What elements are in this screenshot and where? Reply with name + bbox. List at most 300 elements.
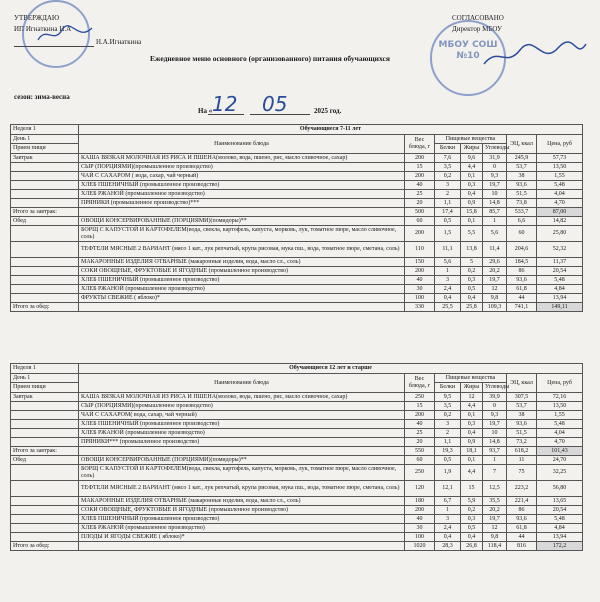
- dish-energy: 184,5: [507, 258, 537, 267]
- total-price: 87,00: [537, 208, 583, 217]
- dish-row: [11, 497, 583, 506]
- lunch-label: [11, 465, 79, 481]
- total-protein: 25,5: [435, 303, 461, 312]
- dish-row: [11, 242, 583, 258]
- dish-protein: 0,5: [435, 456, 461, 465]
- total-blank: [79, 208, 405, 217]
- dish-fat: 12: [461, 393, 483, 402]
- dish-carb: 14,8: [483, 438, 507, 447]
- dish-name: МАКАРОННЫЕ ИЗДЕЛИЯ ОТВАРНЫЕ (макаронные изделия, вода, масло сл., соль): [79, 497, 405, 506]
- director-signature: [480, 38, 590, 74]
- protein-column-header: Белки: [435, 144, 461, 154]
- dish-carb: 35,5: [483, 497, 507, 506]
- lunch-label: [11, 294, 79, 303]
- dish-row: [11, 276, 583, 285]
- dish-weight: 40: [405, 515, 435, 524]
- fat-column-header: Жиры: [461, 383, 483, 393]
- dish-row: [11, 533, 583, 542]
- meal-column-header: Прием пищи: [11, 144, 79, 154]
- dish-price: 5,48: [537, 181, 583, 190]
- dish-price: 14,82: [537, 217, 583, 226]
- total-price: 149,11: [537, 303, 583, 312]
- dish-protein: 1,9: [435, 465, 461, 481]
- dish-carb: 14,8: [483, 199, 507, 208]
- total-label: Итого за завтрак:: [11, 208, 79, 217]
- dish-energy: 38: [507, 411, 537, 420]
- dish-protein: 1: [435, 267, 461, 276]
- dish-price: 13,50: [537, 163, 583, 172]
- dish-energy: 11: [507, 456, 537, 465]
- dish-row: [11, 515, 583, 524]
- dish-weight: 40: [405, 276, 435, 285]
- nutrients-header: Пищевые вещества: [435, 135, 507, 144]
- dish-carb: 9,8: [483, 294, 507, 303]
- dish-carb: 12,5: [483, 481, 507, 497]
- dish-row: [11, 402, 583, 411]
- total-protein: 17,4: [435, 208, 461, 217]
- dish-protein: 0,2: [435, 411, 461, 420]
- dish-weight: 120: [405, 481, 435, 497]
- dish-price: 11,37: [537, 258, 583, 267]
- dish-carb: 0: [483, 163, 507, 172]
- energy-column-header: ЭЦ, ккал: [507, 374, 537, 393]
- dish-carb: 19,7: [483, 181, 507, 190]
- dish-protein: 0,2: [435, 172, 461, 181]
- dish-protein: 3,5: [435, 163, 461, 172]
- dish-price: 4,04: [537, 429, 583, 438]
- dish-fat: 0,1: [461, 411, 483, 420]
- dish-energy: 204,6: [507, 242, 537, 258]
- total-protein: 28,3: [435, 542, 461, 551]
- agree-label: СОГЛАСОВАНО: [452, 14, 504, 22]
- breakfast-total-row: [11, 447, 583, 456]
- dish-fat: 0,4: [461, 533, 483, 542]
- dish-price: 24,70: [537, 456, 583, 465]
- protein-column-header: Белки: [435, 383, 461, 393]
- dish-name: ПЛОДЫ И ЯГОДЫ СВЕЖИЕ ( яблоко)*: [79, 533, 405, 542]
- dish-price: 20,54: [537, 506, 583, 515]
- dish-protein: 3: [435, 181, 461, 190]
- dish-row: [11, 267, 583, 276]
- week-label: Неделя 1: [11, 125, 79, 135]
- dish-weight: 200: [405, 506, 435, 515]
- dish-energy: 73,2: [507, 438, 537, 447]
- day-label: День 1: [11, 374, 79, 383]
- dish-price: 32,25: [537, 465, 583, 481]
- dish-name: ТЕФТЕЛИ МЯСНЫЕ 2 ВАРИАНТ (мясо 1 кат., лук репчатый, крупа рисовая, мука пш., вода, томатное пюре, сметана, соль): [79, 481, 405, 497]
- dish-price: 13,50: [537, 402, 583, 411]
- dish-carb: 31,9: [483, 154, 507, 163]
- total-carb: 93,7: [483, 447, 507, 456]
- dish-name: ХЛЕБ ПШЕНИЧНЫЙ (промышленное производство): [79, 181, 405, 190]
- dish-carb: 5,6: [483, 226, 507, 242]
- dish-energy: 51,5: [507, 429, 537, 438]
- dish-price: 1,55: [537, 411, 583, 420]
- dish-protein: 3: [435, 420, 461, 429]
- total-fat: 15,8: [461, 208, 483, 217]
- dish-row: [11, 217, 583, 226]
- weight-column-header: Вес блюда, г: [405, 135, 435, 154]
- dish-protein: 2,4: [435, 285, 461, 294]
- dish-carb: 11,4: [483, 242, 507, 258]
- dish-row: [11, 393, 583, 402]
- dish-energy: 61,8: [507, 524, 537, 533]
- dish-price: 13,65: [537, 497, 583, 506]
- dish-fat: 5: [461, 258, 483, 267]
- dish-name: БОРЩ С КАПУСТОЙ И КАРТОФЕЛЕМ(вода, свекла, картофель, капуста, морковь, лук, томатное пюре, масло сливочное, соль): [79, 465, 405, 481]
- dish-weight: 100: [405, 533, 435, 542]
- lunch-label: [11, 276, 79, 285]
- total-blank: [79, 303, 405, 312]
- dish-carb: 9,3: [483, 411, 507, 420]
- total-energy: 741,1: [507, 303, 537, 312]
- dish-energy: 221,4: [507, 497, 537, 506]
- dish-name: ОВОЩИ КОНСЕРВИРОВАННЫЕ (ПОРЦИЯМИ)(помидоры)**: [79, 217, 405, 226]
- dish-weight: 250: [405, 393, 435, 402]
- dish-protein: 1,1: [435, 438, 461, 447]
- dish-fat: 0,1: [461, 172, 483, 181]
- dish-carb: 19,7: [483, 276, 507, 285]
- dish-fat: 0,1: [461, 456, 483, 465]
- dish-energy: 86: [507, 506, 537, 515]
- dish-weight: 250: [405, 465, 435, 481]
- dish-energy: 60: [507, 226, 537, 242]
- breakfast-total-row: [11, 208, 583, 217]
- lunch-label: [11, 226, 79, 242]
- dish-protein: 0,4: [435, 294, 461, 303]
- dish-weight: 200: [405, 172, 435, 181]
- dish-fat: 0,5: [461, 524, 483, 533]
- dish-name: ФРУКТЫ СВЕЖИЕ ( яблоко)*: [79, 294, 405, 303]
- breakfast-label: [11, 199, 79, 208]
- date-month: 05: [262, 92, 288, 116]
- week-label: Неделя 1: [11, 364, 79, 374]
- dish-weight: 15: [405, 163, 435, 172]
- dish-carb: 19,7: [483, 515, 507, 524]
- dish-carb: 1: [483, 456, 507, 465]
- total-fat: 25,8: [461, 303, 483, 312]
- nutrients-header: Пищевые вещества: [435, 374, 507, 383]
- dish-column-header: Наименование блюда: [79, 374, 405, 393]
- dish-price: 13,94: [537, 533, 583, 542]
- dish-name: ХЛЕБ РЖАНОЙ (промышленное производство): [79, 285, 405, 294]
- dish-weight: 200: [405, 267, 435, 276]
- dish-row: [11, 294, 583, 303]
- dish-row: [11, 285, 583, 294]
- dish-energy: 307,5: [507, 393, 537, 402]
- dish-fat: 0,2: [461, 506, 483, 515]
- dish-protein: 2: [435, 429, 461, 438]
- dish-protein: 12,1: [435, 481, 461, 497]
- dish-carb: 12: [483, 524, 507, 533]
- dish-fat: 0,9: [461, 438, 483, 447]
- dish-row: [11, 181, 583, 190]
- dish-fat: 0,3: [461, 276, 483, 285]
- dish-name: СЫР (ПОРЦИЯМИ)(промышленное производство): [79, 402, 405, 411]
- menu-table-7-11: [10, 124, 583, 312]
- total-carb: 109,3: [483, 303, 507, 312]
- dish-name: СОКИ ОВОЩНЫЕ, ФРУКТОВЫЕ И ЯГОДНЫЕ (промышленное производство): [79, 506, 405, 515]
- dish-fat: 4,4: [461, 163, 483, 172]
- dish-energy: 93,6: [507, 181, 537, 190]
- dish-carb: 0: [483, 402, 507, 411]
- dish-protein: 0,5: [435, 217, 461, 226]
- dish-energy: 223,2: [507, 481, 537, 497]
- dish-row: [11, 190, 583, 199]
- price-column-header: Цена, руб: [537, 374, 583, 393]
- total-energy: 816: [507, 542, 537, 551]
- dish-protein: 2,4: [435, 524, 461, 533]
- dish-weight: 30: [405, 285, 435, 294]
- date-month-line: [250, 114, 310, 115]
- dish-weight: 25: [405, 190, 435, 199]
- dish-weight: 40: [405, 181, 435, 190]
- dish-protein: 1,5: [435, 226, 461, 242]
- dish-carb: 10: [483, 429, 507, 438]
- dish-fat: 0,3: [461, 181, 483, 190]
- dish-price: 5,48: [537, 515, 583, 524]
- energy-column-header: ЭЦ, ккал: [507, 135, 537, 154]
- dish-weight: 60: [405, 217, 435, 226]
- total-energy: 618,2: [507, 447, 537, 456]
- dish-price: 13,94: [537, 294, 583, 303]
- total-blank: [79, 542, 405, 551]
- dish-fat: 0,4: [461, 294, 483, 303]
- dish-name: ОВОЩИ КОНСЕРВИРОВАННЫЕ (ПОРЦИЯМИ)(помидоры)**: [79, 456, 405, 465]
- dish-price: 20,54: [537, 267, 583, 276]
- dish-row: [11, 420, 583, 429]
- lunch-label: Обед: [11, 456, 79, 465]
- dish-carb: 29,6: [483, 258, 507, 267]
- dish-carb: 1: [483, 217, 507, 226]
- dish-energy: 245,9: [507, 154, 537, 163]
- approve-org: ИП Игнаткина Н.А: [14, 25, 72, 33]
- dish-weight: 110: [405, 242, 435, 258]
- dish-protein: 0,4: [435, 533, 461, 542]
- total-carb: 85,7: [483, 208, 507, 217]
- school-stamp-text: МБОУ СОШ №10: [438, 40, 498, 61]
- dish-name: ХЛЕБ РЖАНОЙ (промышленное производство): [79, 524, 405, 533]
- dish-carb: 7: [483, 465, 507, 481]
- dish-row: [11, 506, 583, 515]
- total-weight: 550: [405, 447, 435, 456]
- dish-carb: 20,2: [483, 506, 507, 515]
- breakfast-label: [11, 181, 79, 190]
- dish-price: 72,16: [537, 393, 583, 402]
- dish-row: [11, 258, 583, 267]
- dish-fat: 4,4: [461, 402, 483, 411]
- breakfast-label: [11, 438, 79, 447]
- dish-row: [11, 456, 583, 465]
- dish-name: МАКАРОННЫЕ ИЗДЕЛИЯ ОТВАРНЫЕ (макаронные изделия, вода, масло сл., соль): [79, 258, 405, 267]
- dish-protein: 2: [435, 190, 461, 199]
- breakfast-label: [11, 429, 79, 438]
- total-label: Итого за обед:: [11, 303, 79, 312]
- total-protein: 19,3: [435, 447, 461, 456]
- dish-name: БОРЩ С КАПУСТОЙ И КАРТОФЕЛЕМ(вода, свекла, картофель, капуста, морковь, лук, томатное пюре, масло сливочное, соль): [79, 226, 405, 242]
- dish-price: 4,70: [537, 438, 583, 447]
- page-title: Ежедневное меню основного (организованного) питания обучающихся: [150, 54, 390, 63]
- date-year: 2025 год.: [314, 107, 342, 115]
- dish-weight: 200: [405, 226, 435, 242]
- breakfast-label: [11, 402, 79, 411]
- total-price: 172,2: [537, 542, 583, 551]
- total-carb: 118,4: [483, 542, 507, 551]
- dish-carb: 9,3: [483, 172, 507, 181]
- dish-fat: 15: [461, 481, 483, 497]
- dish-row: [11, 411, 583, 420]
- dish-price: 25,80: [537, 226, 583, 242]
- breakfast-label: [11, 190, 79, 199]
- dish-carb: 10: [483, 190, 507, 199]
- breakfast-label: [11, 411, 79, 420]
- dish-fat: 9,6: [461, 154, 483, 163]
- dish-price: 1,55: [537, 172, 583, 181]
- lunch-total-row: [11, 303, 583, 312]
- breakfast-label: Завтрак: [11, 393, 79, 402]
- dish-energy: 53,7: [507, 163, 537, 172]
- total-label: Итого за обед:: [11, 542, 79, 551]
- season-label: сезон: зима-весна: [14, 93, 70, 101]
- weight-column-header: Вес блюда, г: [405, 374, 435, 393]
- lunch-label: [11, 533, 79, 542]
- dish-carb: 19,7: [483, 420, 507, 429]
- dish-fat: 0,5: [461, 285, 483, 294]
- dish-energy: 38: [507, 172, 537, 181]
- dish-row: [11, 524, 583, 533]
- dish-row: [11, 438, 583, 447]
- dish-price: 57,73: [537, 154, 583, 163]
- lunch-label: [11, 524, 79, 533]
- total-label: Итого за завтрак:: [11, 447, 79, 456]
- dish-weight: 40: [405, 420, 435, 429]
- age-group-title: Обучающиеся 7-11 лет: [79, 125, 583, 135]
- dish-row: [11, 172, 583, 181]
- lunch-label: [11, 497, 79, 506]
- age-group-title: Обучающиеся 12 лет и старше: [79, 364, 583, 374]
- dish-price: 56,80: [537, 481, 583, 497]
- date-day: 12: [212, 92, 238, 116]
- total-energy: 533,7: [507, 208, 537, 217]
- agree-org: Директор МБОУ: [452, 25, 502, 33]
- dish-weight: 15: [405, 402, 435, 411]
- dish-name: ПРЯНИКИ (промышленное производство)***: [79, 199, 405, 208]
- lunch-total-row: [11, 542, 583, 551]
- dish-price: 5,48: [537, 276, 583, 285]
- dish-weight: 20: [405, 199, 435, 208]
- dish-fat: 5,9: [461, 497, 483, 506]
- dish-fat: 0,2: [461, 267, 483, 276]
- dish-column-header: Наименование блюда: [79, 135, 405, 154]
- dish-weight: 150: [405, 258, 435, 267]
- dish-protein: 1: [435, 506, 461, 515]
- fat-column-header: Жиры: [461, 144, 483, 154]
- dish-row: [11, 429, 583, 438]
- dish-protein: 1,1: [435, 199, 461, 208]
- lunch-label: [11, 515, 79, 524]
- dish-name: ХЛЕБ РЖАНОЙ (промышленное производство): [79, 190, 405, 199]
- dish-name: ХЛЕБ ПШЕНИЧНЫЙ (промышленное производство): [79, 276, 405, 285]
- dish-energy: 53,7: [507, 402, 537, 411]
- dish-price: 4,84: [537, 285, 583, 294]
- dish-weight: 20: [405, 438, 435, 447]
- dish-fat: 0,1: [461, 217, 483, 226]
- dish-fat: 0,4: [461, 429, 483, 438]
- dish-carb: 20,2: [483, 267, 507, 276]
- breakfast-label: [11, 172, 79, 181]
- dish-name: КАША ВЯЗКАЯ МОЛОЧНАЯ ИЗ РИСА И ПШЕНА(молоко, вода, пшено, рис, масло сливочное, сахар): [79, 154, 405, 163]
- menu-table-12-plus: [10, 363, 583, 551]
- dish-price: 4,84: [537, 524, 583, 533]
- day-label: День 1: [11, 135, 79, 144]
- dish-fat: 4,4: [461, 465, 483, 481]
- dish-fat: 13,8: [461, 242, 483, 258]
- dish-row: [11, 465, 583, 481]
- breakfast-label: [11, 420, 79, 429]
- dish-row: [11, 226, 583, 242]
- dish-name: СОКИ ОВОЩНЫЕ, ФРУКТОВЫЕ И ЯГОДНЫЕ (промышленное производство): [79, 267, 405, 276]
- total-fat: 18,1: [461, 447, 483, 456]
- lunch-label: [11, 285, 79, 294]
- dish-protein: 7,6: [435, 154, 461, 163]
- dish-weight: 200: [405, 154, 435, 163]
- approve-label: УТВЕРЖДАЮ: [14, 14, 60, 22]
- dish-energy: 6,6: [507, 217, 537, 226]
- date-day-line: [208, 114, 244, 115]
- dish-row: [11, 199, 583, 208]
- approver-signature: [36, 22, 96, 48]
- dish-price: 52,32: [537, 242, 583, 258]
- approve-sign: Н.А.Игнаткина: [96, 38, 142, 46]
- total-fat: 26,8: [461, 542, 483, 551]
- dish-protein: 6,7: [435, 497, 461, 506]
- breakfast-label: [11, 163, 79, 172]
- lunch-label: [11, 267, 79, 276]
- dish-name: ТЕФТЕЛИ МЯСНЫЕ 2 ВАРИАНТ (мясо 1 кат., лук репчатый, крупа рисовая, мука пш., вода, томатное пюре, сметана, соль): [79, 242, 405, 258]
- lunch-label: Обед: [11, 217, 79, 226]
- carb-column-header: Углеводы: [483, 383, 507, 393]
- breakfast-label: Завтрак: [11, 154, 79, 163]
- dish-price: 4,04: [537, 190, 583, 199]
- dish-name: СЫР (ПОРЦИЯМИ)(промышленное производство): [79, 163, 405, 172]
- dish-carb: 12: [483, 285, 507, 294]
- dish-name: ЧАЙ С САХАРОМ( вода, сахар, чай черный): [79, 411, 405, 420]
- dish-energy: 44: [507, 533, 537, 542]
- dish-fat: 0,4: [461, 190, 483, 199]
- total-weight: 500: [405, 208, 435, 217]
- dish-weight: 180: [405, 497, 435, 506]
- dish-name: ХЛЕБ ПШЕНИЧНЫЙ (промышленное производство): [79, 420, 405, 429]
- dish-fat: 5,5: [461, 226, 483, 242]
- dish-name: ЧАЙ С САХАРОМ ( вода, сахар, чай черный): [79, 172, 405, 181]
- dish-name: ХЛЕБ ПШЕНИЧНЫЙ (промышленное производство): [79, 515, 405, 524]
- dish-carb: 9,8: [483, 533, 507, 542]
- dish-weight: 25: [405, 429, 435, 438]
- total-blank: [79, 447, 405, 456]
- lunch-label: [11, 258, 79, 267]
- dish-energy: 93,6: [507, 515, 537, 524]
- dish-protein: 9,5: [435, 393, 461, 402]
- dish-protein: 5,6: [435, 258, 461, 267]
- dish-row: [11, 481, 583, 497]
- dish-price: 5,48: [537, 420, 583, 429]
- dish-energy: 86: [507, 267, 537, 276]
- dish-weight: 60: [405, 456, 435, 465]
- date-prefix: На «: [198, 107, 213, 115]
- total-weight: 1020: [405, 542, 435, 551]
- meal-column-header: Прием пищи: [11, 383, 79, 393]
- dish-protein: 3: [435, 276, 461, 285]
